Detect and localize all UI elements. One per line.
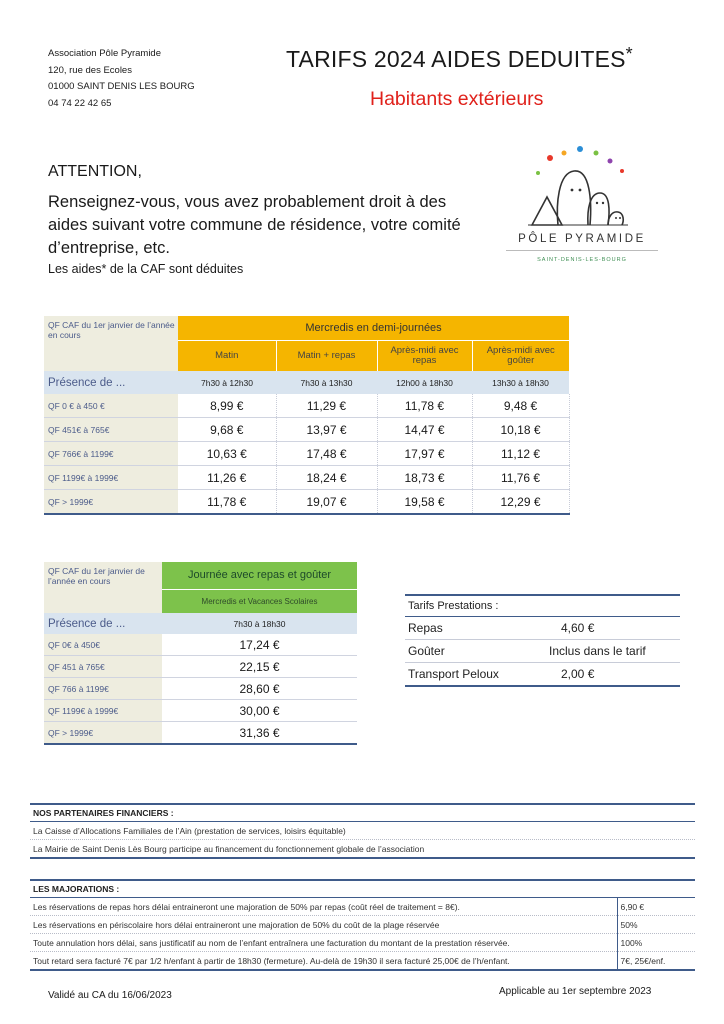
column-header: Matin bbox=[178, 340, 276, 371]
price-cell: 17,48 € bbox=[276, 442, 377, 466]
caf-note: Les aides* de la CAF sont déduites bbox=[48, 262, 244, 276]
table-row bbox=[30, 840, 695, 859]
price-cell: 22,15 € bbox=[162, 656, 357, 678]
qf-range: QF 451€ à 765€ bbox=[44, 418, 178, 442]
price-cell: 11,29 € bbox=[276, 394, 377, 418]
qf-range: QF 0 € à 450 € bbox=[44, 394, 178, 418]
price-cell: 12,29 € bbox=[472, 490, 569, 515]
partner-item: La Caisse d’Allocations Familiales de l’Ain (prestation de services, loisirs équitable) bbox=[30, 822, 695, 840]
aid-notice: Renseignez-vous, vous avez probablement droit à des aides suivant votre commune de résidence, votre comité d’entreprise, etc. bbox=[48, 193, 461, 257]
price-cell: 28,60 € bbox=[162, 678, 357, 700]
attention-heading: ATTENTION, bbox=[48, 163, 142, 180]
column-header: Après-midi avec goûter bbox=[472, 340, 569, 371]
qf-header: QF CAF du 1er janvier de l’année en cours bbox=[44, 316, 178, 371]
majoration-amount: 7€, 25€/enf. bbox=[617, 952, 695, 971]
table-row bbox=[44, 442, 569, 466]
price-cell: 11,12 € bbox=[472, 442, 569, 466]
table-row bbox=[30, 952, 695, 971]
qf-range: QF 766 à 1199€ bbox=[44, 678, 162, 700]
time-slot: 7h30 à 18h30 bbox=[162, 613, 357, 634]
presence-label: Présence de ... bbox=[44, 371, 178, 394]
price-cell: 9,68 € bbox=[178, 418, 276, 442]
price-cell: 9,48 € bbox=[472, 394, 569, 418]
price-cell: 10,18 € bbox=[472, 418, 569, 442]
page-subtitle: Habitants extérieurs bbox=[370, 88, 544, 110]
column-header: Matin + repas bbox=[276, 340, 377, 371]
validation-date: Validé au CA du 16/06/2023 bbox=[48, 990, 172, 1001]
wednesday-rates-table bbox=[44, 316, 570, 515]
prestation-label: Transport Peloux bbox=[405, 663, 545, 687]
table-row bbox=[44, 418, 569, 442]
price-cell: 19,07 € bbox=[276, 490, 377, 515]
qf-range: QF > 1999€ bbox=[44, 490, 178, 515]
table-row bbox=[44, 634, 357, 656]
qf-header: QF CAF du 1er janvier de l’année en cours bbox=[44, 562, 162, 613]
full-day-rates-table bbox=[44, 562, 357, 745]
prestation-value: Inclus dans le tarif bbox=[545, 640, 680, 663]
time-slot: 7h30 à 13h30 bbox=[276, 371, 377, 394]
majoration-amount: 50% bbox=[617, 916, 695, 934]
table-row bbox=[44, 678, 357, 700]
partners-table bbox=[30, 803, 695, 859]
page-title: TARIFS 2024 AIDES DEDUITES* bbox=[286, 44, 633, 72]
majorations-table bbox=[30, 879, 695, 971]
majoration-amount: 6,90 € bbox=[617, 898, 695, 916]
title-asterisk: * bbox=[625, 44, 633, 64]
table-row bbox=[30, 898, 695, 916]
price-cell: 17,97 € bbox=[377, 442, 472, 466]
association-phone: 04 74 22 42 65 bbox=[48, 97, 112, 109]
presence-label: Présence de ... bbox=[44, 613, 162, 634]
price-cell: 30,00 € bbox=[162, 700, 357, 722]
qf-range: QF 1199€ à 1999€ bbox=[44, 466, 178, 490]
price-cell: 13,97 € bbox=[276, 418, 377, 442]
price-cell: 19,58 € bbox=[377, 490, 472, 515]
group-subtitle: Mercredis et Vacances Scolaires bbox=[162, 589, 357, 613]
table-row bbox=[30, 822, 695, 840]
time-slot: 7h30 à 12h30 bbox=[178, 371, 276, 394]
logo-name: PÔLE PYRAMIDE bbox=[518, 233, 646, 245]
table-row bbox=[405, 663, 680, 687]
prestations-title: Tarifs Prestations : bbox=[405, 595, 680, 617]
majoration-text: Toute annulation hors délai, sans justificatif au nom de l’enfant entraînera une facturation du montant de la prestation réservée. bbox=[30, 934, 617, 952]
table-row bbox=[405, 640, 680, 663]
price-cell: 18,73 € bbox=[377, 466, 472, 490]
price-cell: 11,78 € bbox=[377, 394, 472, 418]
price-cell: 8,99 € bbox=[178, 394, 276, 418]
price-cell: 17,24 € bbox=[162, 634, 357, 656]
partners-title: NOS PARTENAIRES FINANCIERS : bbox=[30, 804, 695, 822]
price-cell: 31,36 € bbox=[162, 722, 357, 745]
table-row bbox=[44, 656, 357, 678]
table-row bbox=[44, 466, 569, 490]
table-row bbox=[44, 722, 357, 745]
prestation-value: 2,00 € bbox=[545, 663, 680, 687]
table-row bbox=[44, 700, 357, 722]
logo-figures-icon bbox=[492, 145, 672, 235]
logo-divider bbox=[506, 250, 658, 251]
table-row bbox=[405, 617, 680, 640]
price-cell: 11,76 € bbox=[472, 466, 569, 490]
prestation-label: Repas bbox=[405, 617, 545, 640]
time-slot: 13h30 à 18h30 bbox=[472, 371, 569, 394]
price-cell: 14,47 € bbox=[377, 418, 472, 442]
prestations-table bbox=[405, 594, 680, 687]
price-cell: 10,63 € bbox=[178, 442, 276, 466]
majoration-text: Tout retard sera facturé 7€ par 1/2 h/enfant à partir de 18h30 (fermeture). Au-delà de 19h30 il sera facturé 25,00€ de l’h/enfant. bbox=[30, 952, 617, 971]
prestation-value: 4,60 € bbox=[545, 617, 680, 640]
group-title: Journée avec repas et goûter bbox=[162, 562, 357, 589]
majorations-title: LES MAJORATIONS : bbox=[30, 880, 695, 898]
majoration-text: Les réservations de repas hors délai entraineront une majoration de 50% par repas (coût réel de traitement = 8€). bbox=[30, 898, 617, 916]
qf-range: QF 1199€ à 1999€ bbox=[44, 700, 162, 722]
pole-pyramide-logo bbox=[492, 145, 672, 275]
group-title: Mercredis en demi-journées bbox=[178, 316, 569, 340]
price-cell: 18,24 € bbox=[276, 466, 377, 490]
table-row bbox=[44, 490, 569, 515]
qf-range: QF 0€ à 450€ bbox=[44, 634, 162, 656]
qf-range: QF 766€ à 1199€ bbox=[44, 442, 178, 466]
applicable-date: Applicable au 1er septembre 2023 bbox=[499, 986, 652, 997]
association-address bbox=[48, 46, 195, 112]
association-name: Association Pôle Pyramide bbox=[48, 48, 161, 59]
logo-place: SAINT-DENIS-LES-BOURG bbox=[537, 257, 627, 263]
majoration-amount: 100% bbox=[617, 934, 695, 952]
partner-item: La Mairie de Saint Denis Lès Bourg participe au financement du fonctionnement globale de l’association bbox=[30, 840, 695, 859]
prestation-label: Goûter bbox=[405, 640, 545, 663]
association-city: 01000 SAINT DENIS LES BOURG bbox=[48, 81, 195, 92]
table-row bbox=[30, 916, 695, 934]
qf-range: QF > 1999€ bbox=[44, 722, 162, 745]
table-row bbox=[44, 394, 569, 418]
qf-range: QF 451 à 765€ bbox=[44, 656, 162, 678]
table-row bbox=[30, 934, 695, 952]
price-cell: 11,26 € bbox=[178, 466, 276, 490]
association-street: 120, rue des Ecoles bbox=[48, 64, 132, 76]
majoration-text: Les réservations en périscolaire hors délai entraineront une majoration de 50% du coût de la plage réservée bbox=[30, 916, 617, 934]
time-slot: 12h00 à 18h30 bbox=[377, 371, 472, 394]
column-header: Après-midi avec repas bbox=[377, 340, 472, 371]
price-cell: 11,78 € bbox=[178, 490, 276, 515]
